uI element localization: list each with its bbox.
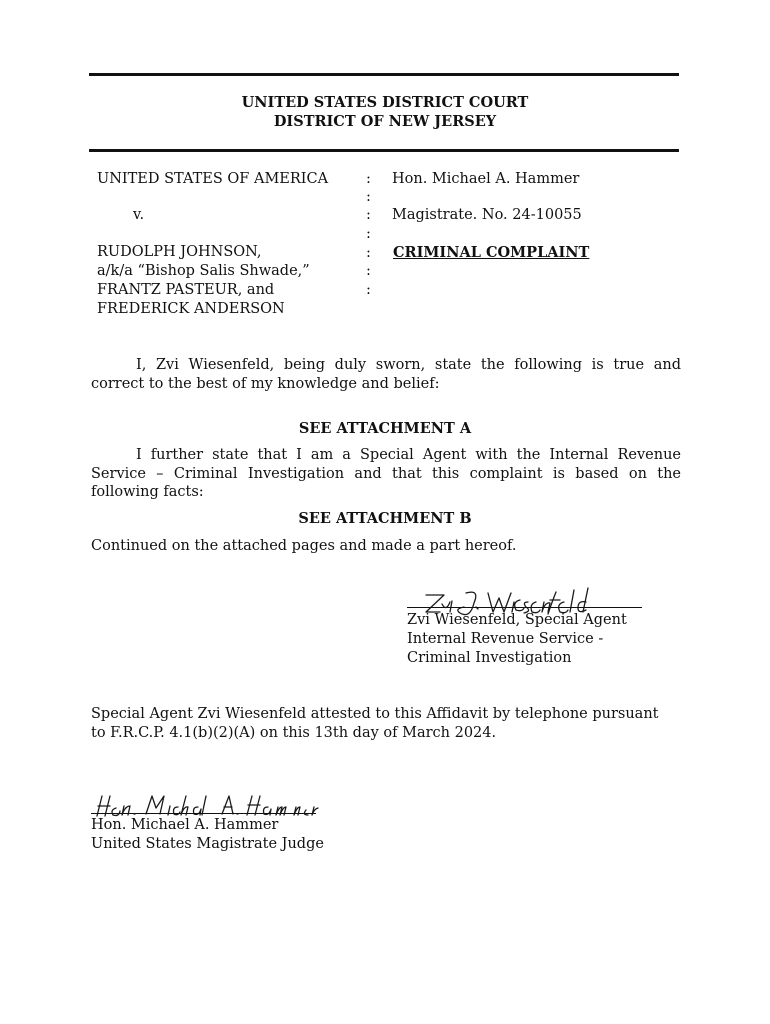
versus: v. [133,207,145,223]
judge-name-line: Hon. Michael A. Hammer [91,817,279,833]
agent-name-title: Zvi Wiesenfeld, Special Agent [407,612,627,628]
caption-colon: : [366,171,371,187]
judge-signature-line [91,813,316,814]
attachment-b-heading: SEE ATTACHMENT B [298,510,472,527]
agent-division: Criminal Investigation [407,650,572,666]
caption-colon: : [366,226,371,242]
caption-colon: : [366,207,371,223]
attachment-a-heading: SEE ATTACHMENT A [298,420,472,437]
caption-colon: : [366,245,371,261]
defendant-line: a/k/a “Bishop Salis Shwade,” [97,263,310,279]
court-name: UNITED STATES DISTRICT COURT [241,94,529,111]
agent-signature-line [407,607,642,608]
defendant-line: FREDERICK ANDERSON [97,301,285,317]
continued-line: Continued on the attached pages and made a part hereof. [91,538,517,554]
attestation-paragraph: Special Agent Zvi Wiesenfeld attested to this Affidavit by telephone pursuant to F.R.C.P. 4.1(b)(2)(A) on this 13th day of March 2024. [91,706,659,741]
judge-name: Hon. Michael A. Hammer [392,171,580,187]
magistrate-number: Magistrate. No. 24-10055 [392,207,582,223]
statement-paragraph: I further state that I am a Special Agent with the Internal Revenue Service – Criminal Investigation and that this complaint is based on the following facts: [91,447,681,500]
agent-agency: Internal Revenue Service - [407,631,604,647]
intro-paragraph: I, Zvi Wiesenfeld, being duly sworn, state the following is true and correct to the best of my knowledge and belief: [91,357,681,392]
district-name: DISTRICT OF NEW JERSEY [273,113,497,130]
defendant-line: RUDOLPH JOHNSON, [97,244,262,260]
judge-title: United States Magistrate Judge [91,836,324,852]
caption-colon: : [366,263,371,279]
defendant-line: FRANTZ PASTEUR, and [97,282,275,298]
top-rule [89,73,679,76]
header-bottom-rule [89,149,679,152]
plaintiff: UNITED STATES OF AMERICA [97,171,329,187]
caption-colon: : [366,282,371,298]
document-type: CRIMINAL COMPLAINT [393,244,590,261]
caption-colon: : [366,189,371,205]
